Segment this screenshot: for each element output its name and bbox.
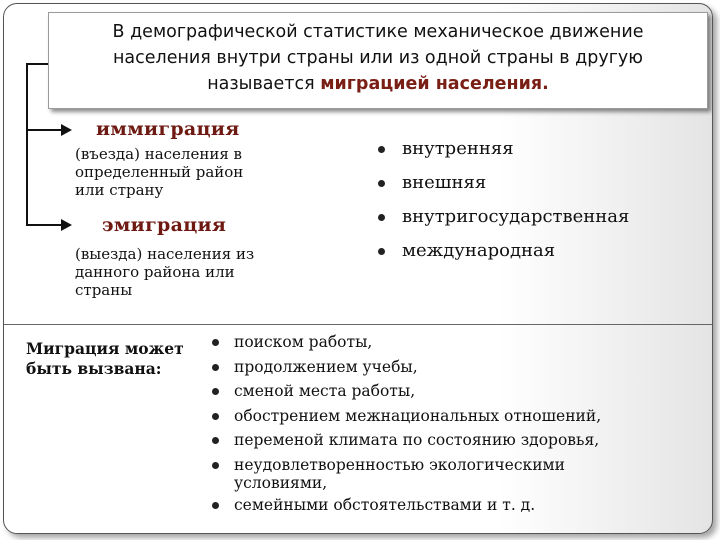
emigration-desc-line: данного района или — [75, 263, 235, 281]
bullet-icon — [212, 364, 219, 371]
title-line-1: В демографической статистике механическое движение — [112, 22, 644, 42]
bullet-icon — [212, 502, 219, 509]
list-item: внешняя — [378, 166, 629, 200]
list-item: продолжением учебы, — [212, 355, 601, 380]
slide — [3, 3, 713, 534]
bullet-icon — [212, 437, 219, 444]
divider — [4, 324, 712, 325]
list-item: обострением межнациональных отношений, — [212, 404, 601, 429]
connector-vertical — [26, 63, 28, 226]
title-box — [48, 12, 708, 109]
list-item: неудовлетворенностью экологическими условиями, — [212, 453, 601, 494]
migration-causes-list — [212, 330, 601, 518]
bullet-icon — [212, 388, 219, 395]
emigration-desc-line: (выезда) населения из — [75, 245, 255, 263]
connector-top — [26, 63, 48, 65]
list-item: международная — [378, 234, 629, 268]
title-line-3 — [49, 71, 707, 97]
arrow-right-icon — [61, 219, 72, 231]
bullet-icon — [212, 462, 219, 469]
immigration-term: иммиграция — [96, 118, 240, 140]
title-prefix: называется — [207, 74, 321, 94]
bullet-icon — [378, 146, 385, 153]
list-item: семейными обстоятельствами и т. д. — [212, 493, 601, 518]
arrow-line-immigration — [26, 129, 62, 131]
title-highlight: миграцией населения. — [320, 74, 549, 94]
list-item: поиском работы, — [212, 330, 601, 355]
bullet-icon — [212, 339, 219, 346]
bullet-icon — [378, 214, 385, 221]
emigration-term: эмиграция — [102, 214, 227, 236]
bullet-icon — [212, 413, 219, 420]
immigration-desc-line: (въезда) населения в — [75, 145, 242, 163]
list-item: сменой места работы, — [212, 379, 601, 404]
title-line-2: населения внутри страны или из одной страны в другую — [112, 48, 644, 68]
list-item: внутренняя — [378, 132, 629, 166]
bullet-icon — [378, 180, 385, 187]
emigration-desc — [75, 245, 254, 299]
arrow-line-emigration — [26, 224, 62, 226]
causes-label: Миграция может быть вызвана: — [26, 339, 184, 378]
migration-types-list — [378, 132, 629, 268]
immigration-desc-line: или страну — [75, 181, 164, 199]
emigration-desc-line: страны — [75, 281, 133, 299]
list-item: внутригосударственная — [378, 200, 629, 234]
immigration-desc — [75, 145, 243, 199]
arrow-right-icon — [61, 124, 72, 136]
list-item: переменой климата по состоянию здоровья, — [212, 428, 601, 453]
bullet-icon — [378, 248, 385, 255]
immigration-desc-line: определенный район — [75, 163, 244, 181]
